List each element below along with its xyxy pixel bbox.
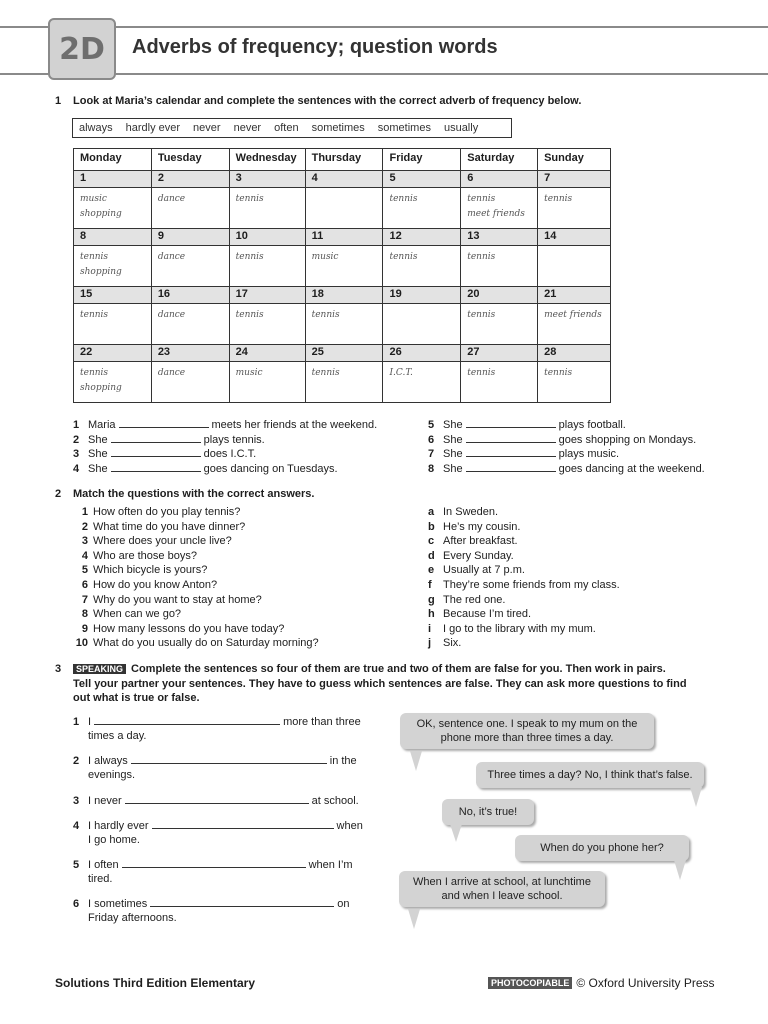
exercise-3-number: 3 xyxy=(55,663,62,675)
calendar-table xyxy=(73,148,611,403)
bubble-text: OK, sentence one. I speak to my mum on the xyxy=(416,718,638,730)
item-number: 10 xyxy=(75,637,88,650)
bubble-tail xyxy=(690,787,702,807)
answer-blank[interactable] xyxy=(131,754,327,764)
activity-text: meet friends xyxy=(467,209,525,219)
date-cell: 11 xyxy=(305,229,383,246)
date-cell: 24 xyxy=(229,345,305,362)
speech-bubble-5 xyxy=(399,871,605,907)
speech-bubble-2 xyxy=(476,762,704,788)
date-cell: 25 xyxy=(305,345,383,362)
activity-cell xyxy=(305,362,383,403)
sentence-end: more than three xyxy=(283,716,361,728)
answer-text: I go to the library with my mum. xyxy=(443,622,596,635)
question-item xyxy=(68,564,207,576)
question-text: How do you know Anton? xyxy=(93,579,218,591)
date-cell: 3 xyxy=(229,171,305,188)
answer-blank[interactable] xyxy=(150,897,334,907)
date-cell: 20 xyxy=(461,287,538,304)
answer-text: After breakfast. xyxy=(443,535,518,548)
answer-item xyxy=(428,535,518,547)
item-number: 6 xyxy=(428,433,435,446)
item-number: 4 xyxy=(81,549,88,562)
answer-item xyxy=(428,623,596,635)
activity-cell xyxy=(74,304,152,345)
sentence-start: She xyxy=(88,433,108,446)
fill-in-sentence xyxy=(428,447,619,460)
word-box xyxy=(72,118,512,138)
date-cell: 21 xyxy=(538,287,611,304)
answer-blank[interactable] xyxy=(94,715,280,725)
answer-item xyxy=(428,594,505,606)
sentence-start: She xyxy=(443,448,463,460)
item-number: 6 xyxy=(81,579,88,591)
sentence-continuation: times a day. xyxy=(88,730,147,742)
activity-cell xyxy=(461,246,538,287)
item-number: 2 xyxy=(73,755,80,767)
word: often xyxy=(274,122,299,134)
item-number: 1 xyxy=(81,506,88,518)
sentence-end: meets her friends at the weekend. xyxy=(211,419,378,431)
activity-cell xyxy=(383,188,461,229)
date-cell: 13 xyxy=(461,229,538,246)
activity-text: meet friends xyxy=(544,310,602,320)
question-text: Where does your uncle live? xyxy=(93,535,232,548)
sentence-end: on xyxy=(337,898,350,910)
activity-cell xyxy=(538,362,611,403)
answer-item xyxy=(428,579,620,591)
date-cell: 14 xyxy=(538,229,611,246)
answer-text: The red one. xyxy=(443,593,506,606)
answer-item xyxy=(428,521,520,533)
footer-book-title: Solutions Third Edition Elementary xyxy=(55,976,256,990)
item-letter: a xyxy=(428,506,435,518)
answer-text: They’re some friends from my class. xyxy=(443,579,620,591)
bubble-tail xyxy=(674,860,686,880)
date-cell: 2 xyxy=(151,171,229,188)
question-text: Why do you want to stay at home? xyxy=(93,593,262,606)
sentence-end: does I.C.T. xyxy=(203,448,257,460)
day-header: Wednesday xyxy=(229,149,305,171)
exercise-3-instruction-line-3: out what is true or false. xyxy=(73,692,200,704)
activity-text: tennis xyxy=(80,310,109,320)
footer-publisher xyxy=(488,976,715,990)
exercise-3-instruction-line-1 xyxy=(73,663,713,675)
activity-text: shopping xyxy=(80,383,122,393)
activity-text: tennis xyxy=(80,368,109,378)
item-number: 4 xyxy=(73,462,80,475)
sentence-start: I often xyxy=(88,859,119,871)
answer-blank[interactable] xyxy=(466,462,556,472)
activity-text: dance xyxy=(157,252,186,262)
fill-in-sentence xyxy=(73,418,377,431)
word: always xyxy=(79,122,113,134)
item-number: 5 xyxy=(428,419,435,431)
activity-text: tennis xyxy=(467,252,496,262)
item-number: 2 xyxy=(81,520,88,533)
answer-item xyxy=(428,550,514,562)
bubble-tail xyxy=(410,751,422,771)
question-item xyxy=(68,521,245,533)
speech-bubble-3 xyxy=(442,799,534,825)
item-number: 3 xyxy=(73,795,80,807)
answer-blank[interactable] xyxy=(466,433,556,443)
activity-cell xyxy=(151,362,229,403)
activity-cell xyxy=(461,188,538,229)
answer-text: In Sweden. xyxy=(443,506,499,518)
activity-cell xyxy=(538,246,611,287)
calendar-activity-row xyxy=(74,246,611,287)
word: hardly ever xyxy=(125,122,181,134)
item-letter: f xyxy=(428,579,432,591)
fill-in-sentence xyxy=(73,447,256,460)
question-text: How often do you play tennis? xyxy=(93,506,241,518)
activity-cell xyxy=(383,362,461,403)
calendar-date-row xyxy=(74,229,611,246)
date-cell: 22 xyxy=(74,345,152,362)
sentence-start: I always xyxy=(88,755,128,767)
question-text: What do you usually do on Saturday morning? xyxy=(93,637,319,650)
activity-cell xyxy=(151,188,229,229)
date-cell: 6 xyxy=(461,171,538,188)
item-letter: c xyxy=(428,535,435,548)
exercise-1-number: 1 xyxy=(55,95,62,107)
exercise-2-number: 2 xyxy=(55,488,62,500)
item-number: 3 xyxy=(73,448,80,460)
item-number: 5 xyxy=(73,859,80,871)
sentence-start: Maria xyxy=(88,419,116,431)
answer-blank[interactable] xyxy=(466,418,556,428)
question-text: What time do you have dinner? xyxy=(93,520,246,533)
bubble-text: When I arrive at school, at lunchtime xyxy=(413,876,591,888)
activity-text: tennis xyxy=(467,310,496,320)
word: never xyxy=(193,122,221,134)
item-letter: b xyxy=(428,520,435,533)
answer-blank[interactable] xyxy=(152,819,334,829)
answer-blank[interactable] xyxy=(125,794,309,804)
date-cell: 23 xyxy=(151,345,229,362)
speech-bubble-4 xyxy=(515,835,689,861)
date-cell: 4 xyxy=(305,171,383,188)
activity-cell xyxy=(538,188,611,229)
question-item xyxy=(68,506,240,518)
date-cell: 19 xyxy=(383,287,461,304)
item-number: 8 xyxy=(428,462,435,475)
sentence-end: when xyxy=(336,820,363,832)
answer-text: Every Sunday. xyxy=(443,549,514,562)
calendar-header-row xyxy=(74,149,611,171)
item-number: 2 xyxy=(73,433,80,446)
activity-text: dance xyxy=(157,310,186,320)
sentence-end: plays tennis. xyxy=(203,433,265,446)
activity-cell xyxy=(151,246,229,287)
item-number: 9 xyxy=(81,622,88,635)
date-cell: 8 xyxy=(74,229,152,246)
activity-cell xyxy=(229,188,305,229)
instruction-text: Complete the sentences so four of them are true and two of them are false for you. Then work in pairs. xyxy=(131,663,666,675)
activity-text: music xyxy=(235,368,263,378)
activity-text: I.C.T. xyxy=(389,368,413,378)
item-letter: e xyxy=(428,564,435,577)
answer-item xyxy=(428,506,498,518)
activity-text: music xyxy=(80,194,107,204)
day-header: Sunday xyxy=(538,149,611,171)
date-cell: 1 xyxy=(74,171,152,188)
sentence-item xyxy=(73,794,359,807)
bubble-text: When do you phone her? xyxy=(540,842,664,854)
activity-cell xyxy=(74,362,152,403)
sentence-start: She xyxy=(443,462,463,475)
sentence-end: at school. xyxy=(311,795,359,807)
calendar-date-row xyxy=(74,287,611,304)
activity-cell xyxy=(151,304,229,345)
exercise-2-instruction: Match the questions with the correct answers. xyxy=(73,488,315,500)
answer-blank[interactable] xyxy=(111,433,201,443)
date-cell: 26 xyxy=(383,345,461,362)
activity-cell xyxy=(74,246,152,287)
activity-text: tennis xyxy=(235,252,264,262)
activity-text: tennis xyxy=(389,252,418,262)
sentence-continuation: I go home. xyxy=(88,834,140,846)
speaking-tag: SPEAKING xyxy=(73,664,126,674)
word: never xyxy=(233,122,262,134)
unit-badge: 2D xyxy=(48,18,116,80)
question-item xyxy=(68,535,232,547)
activity-text: tennis xyxy=(311,368,340,378)
activity-text: tennis xyxy=(467,368,496,378)
calendar-date-row xyxy=(74,171,611,188)
item-number: 1 xyxy=(73,716,80,728)
day-header: Thursday xyxy=(305,149,383,171)
question-item xyxy=(68,637,319,649)
activity-cell xyxy=(383,304,461,345)
question-text: How many lessons do you have today? xyxy=(93,622,285,635)
question-text: Who are those boys? xyxy=(93,549,197,562)
question-text: Which bicycle is yours? xyxy=(93,564,208,577)
day-header: Friday xyxy=(383,149,461,171)
question-item xyxy=(68,608,181,620)
photocopiable-label: PHOTOCOPIABLE xyxy=(488,977,572,989)
answer-text: He’s my cousin. xyxy=(443,520,521,533)
date-cell: 5 xyxy=(383,171,461,188)
activity-cell xyxy=(229,362,305,403)
answer-text: Six. xyxy=(443,637,462,650)
item-letter: h xyxy=(428,608,435,621)
calendar-activity-row xyxy=(74,304,611,345)
bubble-text: Three times a day? No, I think that’s false. xyxy=(487,769,693,781)
activity-text: tennis xyxy=(311,310,340,320)
fill-in-sentence xyxy=(428,462,705,475)
sentence-end: goes shopping on Mondays. xyxy=(558,433,697,446)
activity-text: dance xyxy=(157,368,186,378)
sentence-start: She xyxy=(88,462,108,475)
sentence-item xyxy=(73,715,361,728)
activity-text: tennis xyxy=(235,194,264,204)
activity-text: music xyxy=(311,252,339,262)
activity-cell xyxy=(305,188,383,229)
sentence-end: goes dancing on Tuesdays. xyxy=(203,462,338,475)
date-cell: 15 xyxy=(74,287,152,304)
sentence-start: She xyxy=(443,419,463,431)
sentence-continuation: Friday afternoons. xyxy=(88,912,177,924)
date-cell: 18 xyxy=(305,287,383,304)
question-item xyxy=(68,623,284,635)
bubble-tail xyxy=(450,824,462,842)
sentence-start: She xyxy=(443,433,463,446)
sentence-end: when I’m xyxy=(308,859,353,871)
calendar-date-row xyxy=(74,345,611,362)
activity-cell xyxy=(383,246,461,287)
sentence-end: plays music. xyxy=(558,448,620,460)
activity-cell xyxy=(305,304,383,345)
word: usually xyxy=(443,122,479,134)
item-number: 5 xyxy=(81,564,88,577)
activity-cell xyxy=(538,304,611,345)
item-number: 4 xyxy=(73,820,80,832)
sentence-end: goes dancing at the weekend. xyxy=(558,462,705,475)
date-cell: 27 xyxy=(461,345,538,362)
answer-text: Usually at 7 p.m. xyxy=(443,564,525,577)
activity-cell xyxy=(305,246,383,287)
answer-blank[interactable] xyxy=(111,462,201,472)
activity-text: tennis xyxy=(80,252,109,262)
exercise-1-instruction: Look at Maria’s calendar and complete the sentences with the correct adverb of frequency below. xyxy=(73,95,582,107)
activity-cell xyxy=(74,188,152,229)
bubble-text: and when I leave school. xyxy=(441,890,563,902)
activity-cell xyxy=(229,246,305,287)
sentence-item xyxy=(73,754,357,767)
date-cell: 7 xyxy=(538,171,611,188)
activity-text: tennis xyxy=(467,194,496,204)
activity-cell xyxy=(229,304,305,345)
sentence-end: plays football. xyxy=(558,419,626,431)
exercise-3-instruction-line-2: Tell your partner your sentences. They have to guess which sentences are false. They can ask more questions to find xyxy=(73,678,687,690)
item-number: 1 xyxy=(73,419,80,431)
activity-text: shopping xyxy=(80,267,122,277)
fill-in-sentence xyxy=(73,462,338,475)
activity-text: tennis xyxy=(544,368,573,378)
item-number: 3 xyxy=(81,535,88,548)
fill-in-sentence xyxy=(428,433,696,446)
item-letter: j xyxy=(428,637,432,650)
activity-cell xyxy=(461,362,538,403)
fill-in-sentence xyxy=(428,418,626,431)
date-cell: 16 xyxy=(151,287,229,304)
item-number: 7 xyxy=(428,448,435,460)
date-cell: 17 xyxy=(229,287,305,304)
activity-text: tennis xyxy=(235,310,264,320)
fill-in-sentence xyxy=(73,433,265,446)
sentence-continuation: tired. xyxy=(88,873,113,885)
speech-bubble-1 xyxy=(400,713,654,749)
date-cell: 10 xyxy=(229,229,305,246)
word: sometimes xyxy=(377,122,431,134)
calendar-activity-row xyxy=(74,362,611,403)
activity-text: tennis xyxy=(544,194,573,204)
sentence-start: I never xyxy=(88,795,122,807)
answer-item xyxy=(428,564,525,576)
publisher-name: © Oxford University Press xyxy=(576,976,715,990)
question-item xyxy=(68,579,217,591)
day-header: Tuesday xyxy=(151,149,229,171)
day-header: Monday xyxy=(74,149,152,171)
sentence-start: She xyxy=(88,448,108,460)
answer-item xyxy=(428,637,461,649)
day-header: Saturday xyxy=(461,149,538,171)
item-letter: d xyxy=(428,549,435,562)
activity-text: dance xyxy=(157,194,186,204)
answer-item xyxy=(428,608,531,620)
activity-text: shopping xyxy=(80,209,122,219)
item-number: 8 xyxy=(81,608,88,621)
bubble-text: phone more than three times a day. xyxy=(440,732,614,744)
item-letter: g xyxy=(428,593,435,606)
bubble-tail xyxy=(408,909,420,929)
item-number: 6 xyxy=(73,898,80,910)
sentence-start: I hardly ever xyxy=(88,820,149,832)
answer-blank[interactable] xyxy=(119,418,209,428)
item-number: 7 xyxy=(81,593,88,606)
question-item xyxy=(68,550,197,562)
answer-blank[interactable] xyxy=(466,447,556,457)
word: sometimes xyxy=(311,122,365,134)
date-cell: 9 xyxy=(151,229,229,246)
activity-text: tennis xyxy=(389,194,418,204)
answer-blank[interactable] xyxy=(111,447,201,457)
sentence-continuation: evenings. xyxy=(88,769,136,781)
question-item xyxy=(68,594,262,606)
page-title: Adverbs of frequency; question words xyxy=(132,36,498,58)
question-text: When can we go? xyxy=(93,608,182,621)
item-letter: i xyxy=(428,622,432,635)
sentence-item xyxy=(73,819,363,832)
activity-cell xyxy=(461,304,538,345)
date-cell: 28 xyxy=(538,345,611,362)
answer-blank[interactable] xyxy=(122,858,306,868)
sentence-item xyxy=(73,897,350,910)
sentence-end: in the xyxy=(329,755,357,767)
sentence-start: I sometimes xyxy=(88,898,148,910)
bubble-text: No, it’s true! xyxy=(458,806,518,818)
sentence-start: I xyxy=(88,716,92,728)
calendar-activity-row xyxy=(74,188,611,229)
sentence-item xyxy=(73,858,353,871)
date-cell: 12 xyxy=(383,229,461,246)
answer-text: Because I’m tired. xyxy=(443,608,532,621)
